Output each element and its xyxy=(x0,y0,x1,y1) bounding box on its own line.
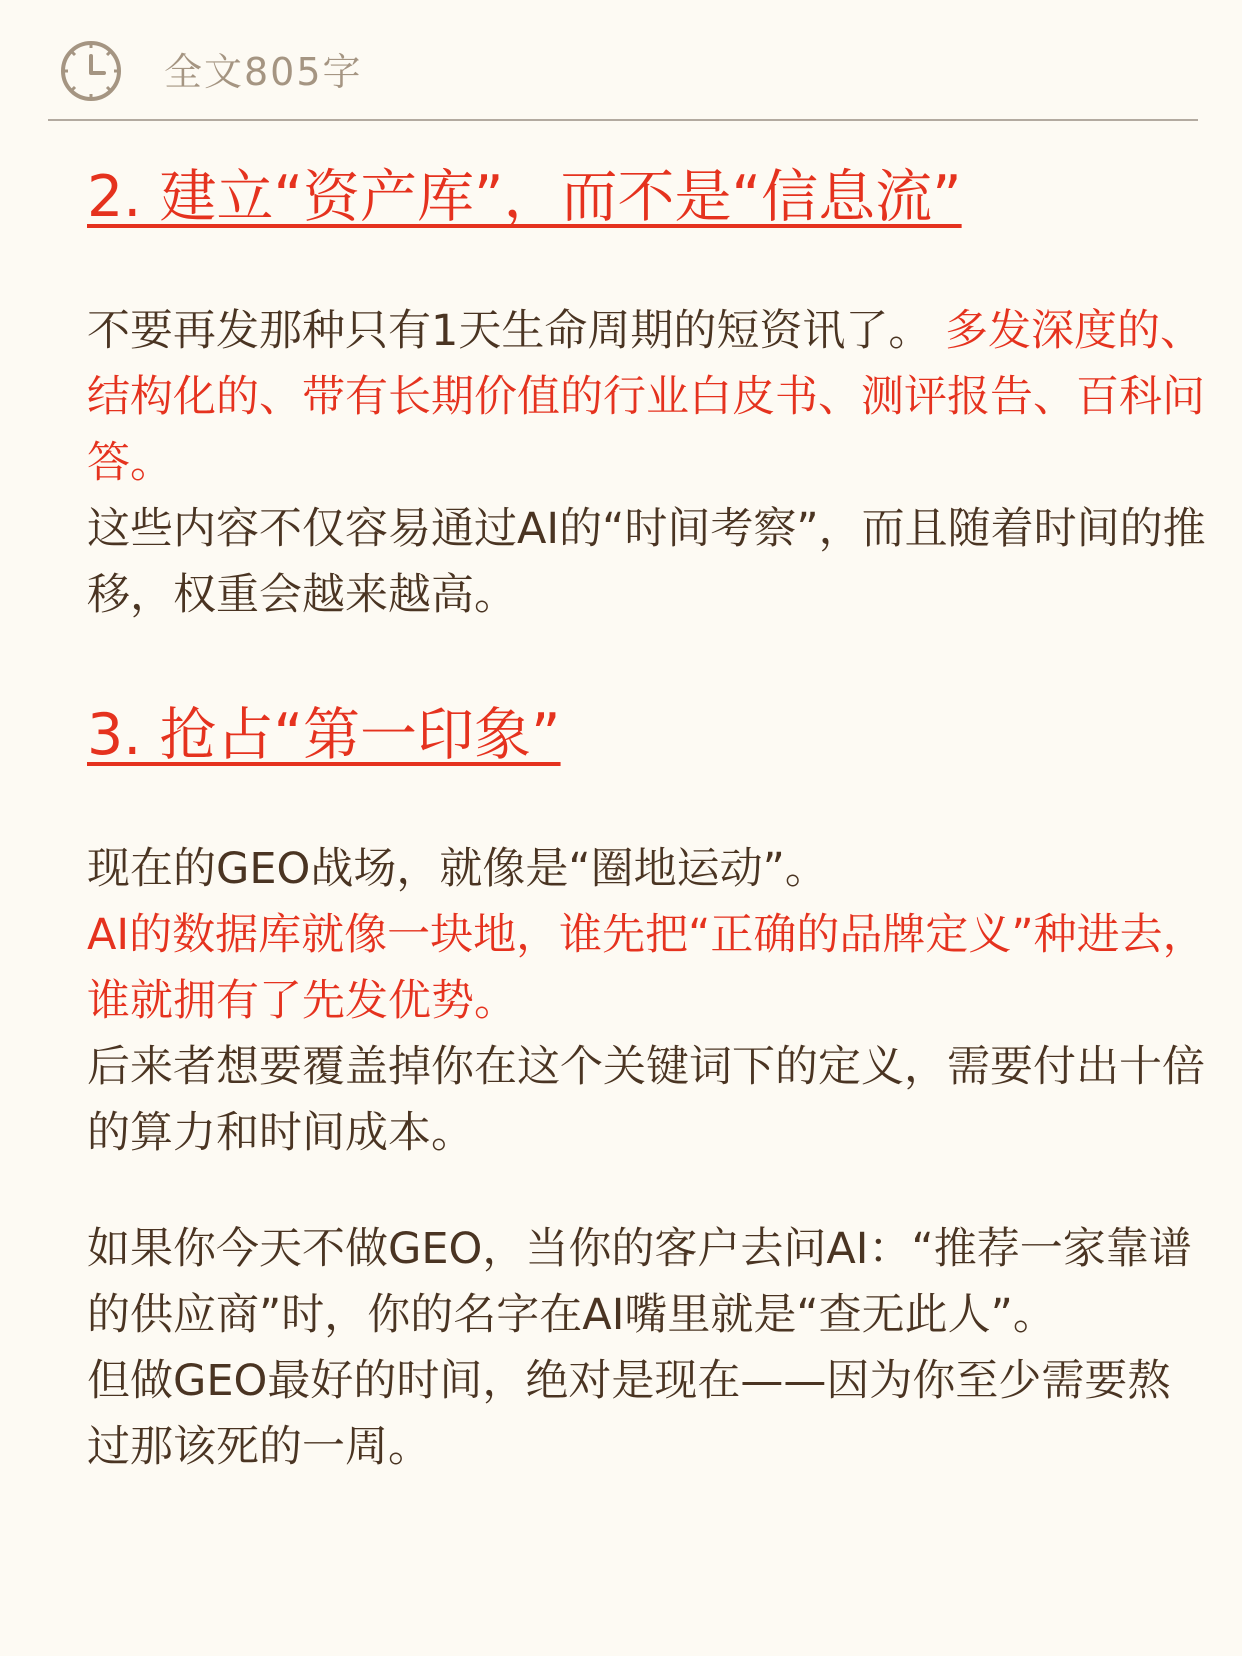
section2-followup: 这些内容不仅容易通过AI的“时间考察”，而且随着时间的推移，权重会越来越高。 xyxy=(87,504,1206,620)
divider xyxy=(48,119,1198,121)
closing-line1: 如果你今天不做GEO，当你的客户去问AI：“推荐一家靠谱的供应商”时，你的名字在AI嘴里就是“查无此人”。 xyxy=(87,1224,1192,1340)
section2-highlight-text: 多发深度的、结构化的、带有长期价值的行业白皮书、测评报告、百科问答。 xyxy=(87,306,1205,488)
closing-line2: 但做GEO最好的时间，绝对是现在——因为你至少需要熬过那该死的一周。 xyxy=(87,1356,1171,1472)
section2-heading: 2. 建立“资产库”，而不是“信息流” xyxy=(87,164,962,230)
closing-paragraph xyxy=(87,1216,1207,1480)
section2-intro xyxy=(87,298,1207,496)
section3-heading: 3. 抢占“第一印象” xyxy=(87,702,561,768)
section3-line3: 后来者想要覆盖掉你在这个关键词下的定义，需要付出十倍的算力和时间成本。 xyxy=(87,1042,1205,1158)
header xyxy=(0,0,1242,124)
word-count: 全文805字 xyxy=(164,50,363,94)
section3-paragraph xyxy=(87,836,1207,1166)
section2-paragraph xyxy=(87,298,1207,628)
clock-icon xyxy=(58,38,124,104)
section2-normal-text: 不要再发那种只有1天生命周期的短资讯了。 xyxy=(87,306,932,356)
section3-line1: 现在的GEO战场，就像是“圈地运动”。 xyxy=(87,844,828,894)
section3-highlight-text: AI的数据库就像一块地，谁先把“正确的品牌定义”种进去，谁就拥有了先发优势。 xyxy=(87,910,1206,1026)
